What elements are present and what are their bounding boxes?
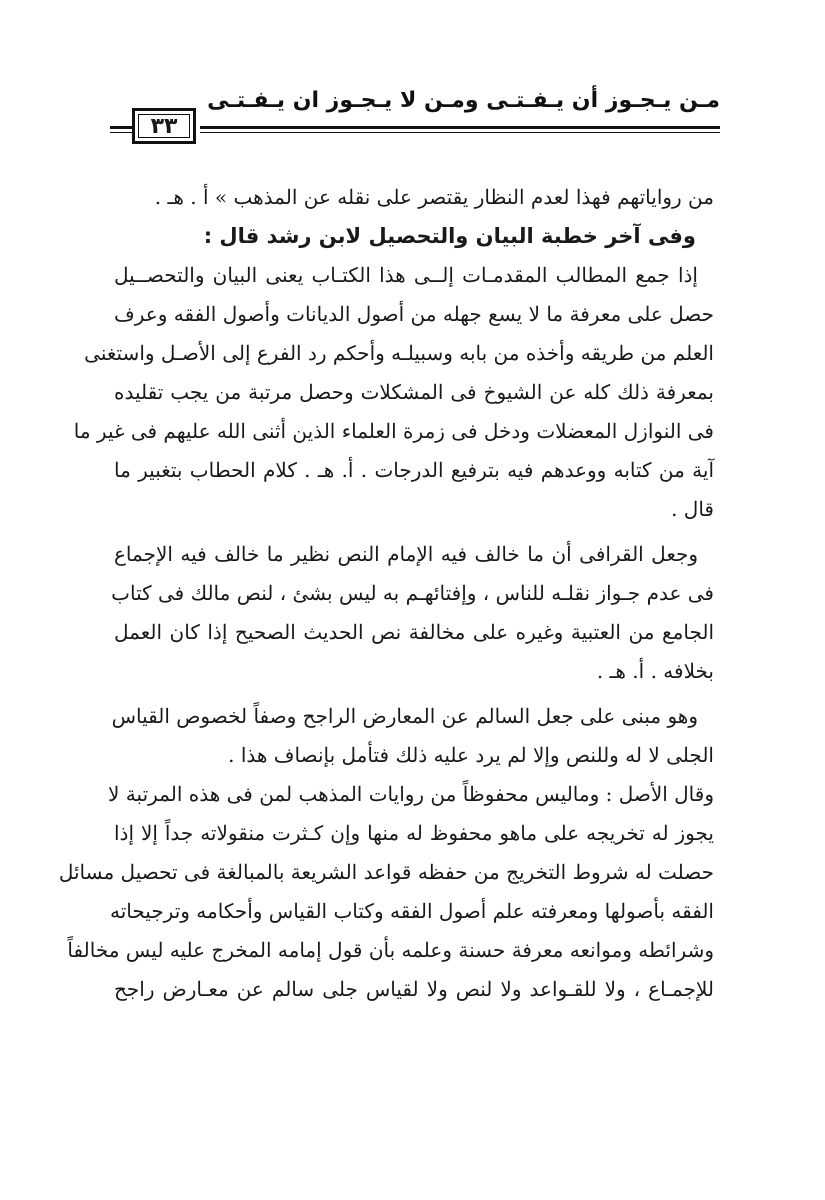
text-line: العلم من طريقه وأخذه من بابه وسبيلـه وأحكم رد الفرع إلى الأصـل واستغنى <box>84 341 714 365</box>
text-line: بمعرفة ذلك كله عن الشيوخ فى المشكلات وحصل مرتبة من يجب تقليده <box>114 380 714 404</box>
page-header <box>110 80 720 150</box>
header-rule-stub-thin <box>110 132 132 133</box>
page-number-box <box>132 108 196 144</box>
text-line: بخلافه . أ. هـ . <box>596 659 714 683</box>
text-line: الجلى لا له وللنص وإلا لم يرد عليه ذلك فتأمل بإنصاف هذا . <box>228 743 714 767</box>
text-line: آية من كتابه ووعدهم فيه بترفيع الدرجات . أ. هـ . كلام الحطاب بتغبير ما <box>114 458 714 482</box>
running-title: مـن يـجـوز أن يـفـتـى ومـن لا يـجـوز ان يـفـتـى <box>207 88 720 113</box>
header-rule-stub <box>110 126 132 129</box>
text-line: فى النوازل المعضلات ودخل فى زمرة العلماء الذين أثنى الله عليهم فى غير ما <box>73 419 714 443</box>
text-line: حصلت له شروط التخريج من حفظه قواعد الشريعة بالمبالغة فى تحصيل مسائل <box>58 860 714 884</box>
text-line: وهو مبنى على جعل السالم عن المعارض الراجح وصفاً لخصوص القياس <box>111 704 698 728</box>
section-heading: وفى آخر خطبة البيان والتحصيل لابن رشد قال : <box>203 224 696 248</box>
text-line: الفقه بأصولها ومعرفته علم أصول الفقه وكتاب القياس وأحكامه وترجيحاته <box>109 899 714 923</box>
text-line: من رواياتهم فهذا لعدم النظار يقتصر على نقله عن المذهب » أ . هـ . <box>154 185 714 209</box>
text-line: وشرائطه وموانعه معرفة حسنة وعلمه بأن قول إمامه المخرج عليه ليس مخالفاً <box>67 938 714 962</box>
body-text <box>58 178 714 1009</box>
text-line: يجوز له تخريجه على ماهو محفوظ له منها وإن كـثرت منقولاته جداً إلا إذا <box>114 821 714 845</box>
text-line: للإجمـاع ، ولا للقـواعد ولا لنص ولا لقياس جلى سالم عن معـارض راجح <box>114 977 714 1001</box>
text-line: وجعل القرافى أن ما خالف فيه الإمام النص نظير ما خالف فيه الإجماع <box>114 542 698 566</box>
header-rule <box>200 126 720 129</box>
text-line: الجامع من العتبية وغيره على مخالفة نص الحديث الصحيح إذا كان العمل <box>114 620 714 644</box>
header-rule-thin <box>200 132 720 133</box>
page-number: ٣٣ <box>150 113 178 139</box>
text-line: حصل على معرفة ما لا يسع جهله من أصول الديانات وأصول الفقه وعرف <box>114 302 714 326</box>
text-line: فى عدم جـواز نقلـه للناس ، وإفتائهـم به ليس بشئ ، لنص مالك فى كتاب <box>111 581 714 605</box>
text-line: إذا جمع المطالب المقدمـات إلــى هذا الكتـاب يعنى البيان والتحصــيل <box>114 263 698 287</box>
text-line: وقال الأصل : وماليس محفوظاً من روايات المذهب لمن فى هذه المرتبة لا <box>108 782 714 806</box>
text-line: قال . <box>671 497 714 521</box>
